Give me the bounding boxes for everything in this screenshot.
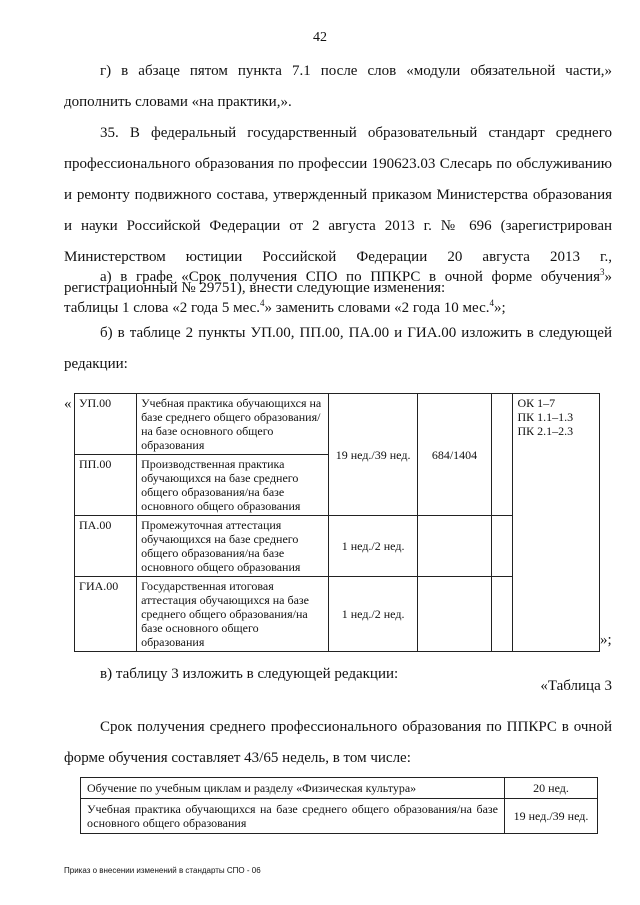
table-row: [75, 394, 600, 455]
table-cell-name: Учебная практика обучающихся на базе среднего общего образования/на базе основного общего образования: [137, 394, 329, 455]
table-cell-code: ПП.00: [75, 455, 137, 516]
paragraph-g: г) в абзаце пятом пункта 7.1 после слов «модули обязательной части,» дополнить словами «на практики,».: [64, 63, 612, 110]
paragraph-35: 35. В федеральный государственный образовательный стандарт среднего профессионального образования по профессии 190623.03 Слесарь по обслуживанию и ремонту подвижного состава, утвержденный приказом Министерства образования и науки Российской Федерации от 2 августа 2013 г. № 696 (зарегистрирован Министерством юстиции Российской Федерации 20 августа 2013 г., регистрационный № 29751), внести следующие изменения:: [64, 125, 612, 296]
table-cell-weeks: 1 нед./2 нед.: [329, 516, 418, 577]
table-cell-empty: [492, 577, 513, 652]
table-cell-code: ПА.00: [75, 516, 137, 577]
paragraph-v: в) таблицу 3 изложить в следующей редакции:: [100, 666, 399, 682]
footnote-mark: 4: [260, 298, 265, 308]
footnote-mark: 3: [600, 267, 605, 277]
footer-note: Приказ о внесении изменений в стандарты СПО - 06: [64, 866, 261, 875]
page-number: 42: [313, 30, 327, 45]
footnote-mark: 4: [489, 298, 494, 308]
competency: ПК 2.1–2.3: [517, 424, 574, 438]
paragraph-a-text: »;: [494, 300, 506, 316]
paragraph-a-text: » таблицы 1 слова «2 года 5 мес.: [64, 269, 612, 316]
table-cell-hours: [417, 577, 491, 652]
table-cell-name: Обучение по учебным циклам и разделу «Физическая культура»: [81, 778, 505, 799]
competency: ПК 1.1–1.3: [517, 410, 574, 424]
open-quote: «: [64, 396, 72, 412]
table-cell-weeks: 1 нед./2 нед.: [329, 577, 418, 652]
table-cell-code: ГИА.00: [75, 577, 137, 652]
table-cell-value: 19 нед./39 нед.: [505, 799, 598, 834]
table-cell-code: УП.00: [75, 394, 137, 455]
table-3-label: «Таблица 3: [540, 678, 612, 694]
table-cell-empty: [492, 394, 513, 516]
table-cell-hours: [417, 516, 491, 577]
table-cell-competencies: [513, 394, 600, 652]
table-cell-name: Учебная практика обучающихся на базе среднего общего образования/на базе основного общего образования: [81, 799, 505, 834]
close-quote: »;: [600, 632, 612, 648]
table-cell-hours: 684/1404: [417, 394, 491, 516]
table-cell-name: Промежуточная аттестация обучающихся на базе среднего общего образования/на базе основного общего образования: [137, 516, 329, 577]
table-2-excerpt: [74, 393, 600, 652]
paragraph-a: [64, 262, 612, 324]
table-row: [81, 799, 598, 834]
table-cell-empty: [492, 516, 513, 577]
paragraph-b: б) в таблице 2 пункты УП.00, ПП.00, ПА.00 и ГИА.00 изложить в следующей редакции:: [64, 325, 612, 372]
table-cell-weeks: 19 нед./39 нед.: [329, 394, 418, 516]
table-cell-value: 20 нед.: [505, 778, 598, 799]
table-3: [80, 777, 598, 834]
competency: ОК 1–7: [517, 396, 556, 410]
paragraph-a-text: » заменить словами «2 года 10 мес.: [264, 300, 490, 316]
table-cell-name: Производственная практика обучающихся на базе среднего общего образования/на базе основного общего образования: [137, 455, 329, 516]
paragraph-term: Срок получения среднего профессионального образования по ППКРС в очной форме обучения составляет 43/65 недель, в том числе:: [64, 719, 612, 766]
table-row: [81, 778, 598, 799]
paragraph-a-text: а) в графе «Срок получения СПО по ППКРС в очной форме обучения: [100, 269, 600, 285]
table-cell-name: Государственная итоговая аттестация обучающихся на базе среднего общего образования/на базе основного общего образования: [137, 577, 329, 652]
